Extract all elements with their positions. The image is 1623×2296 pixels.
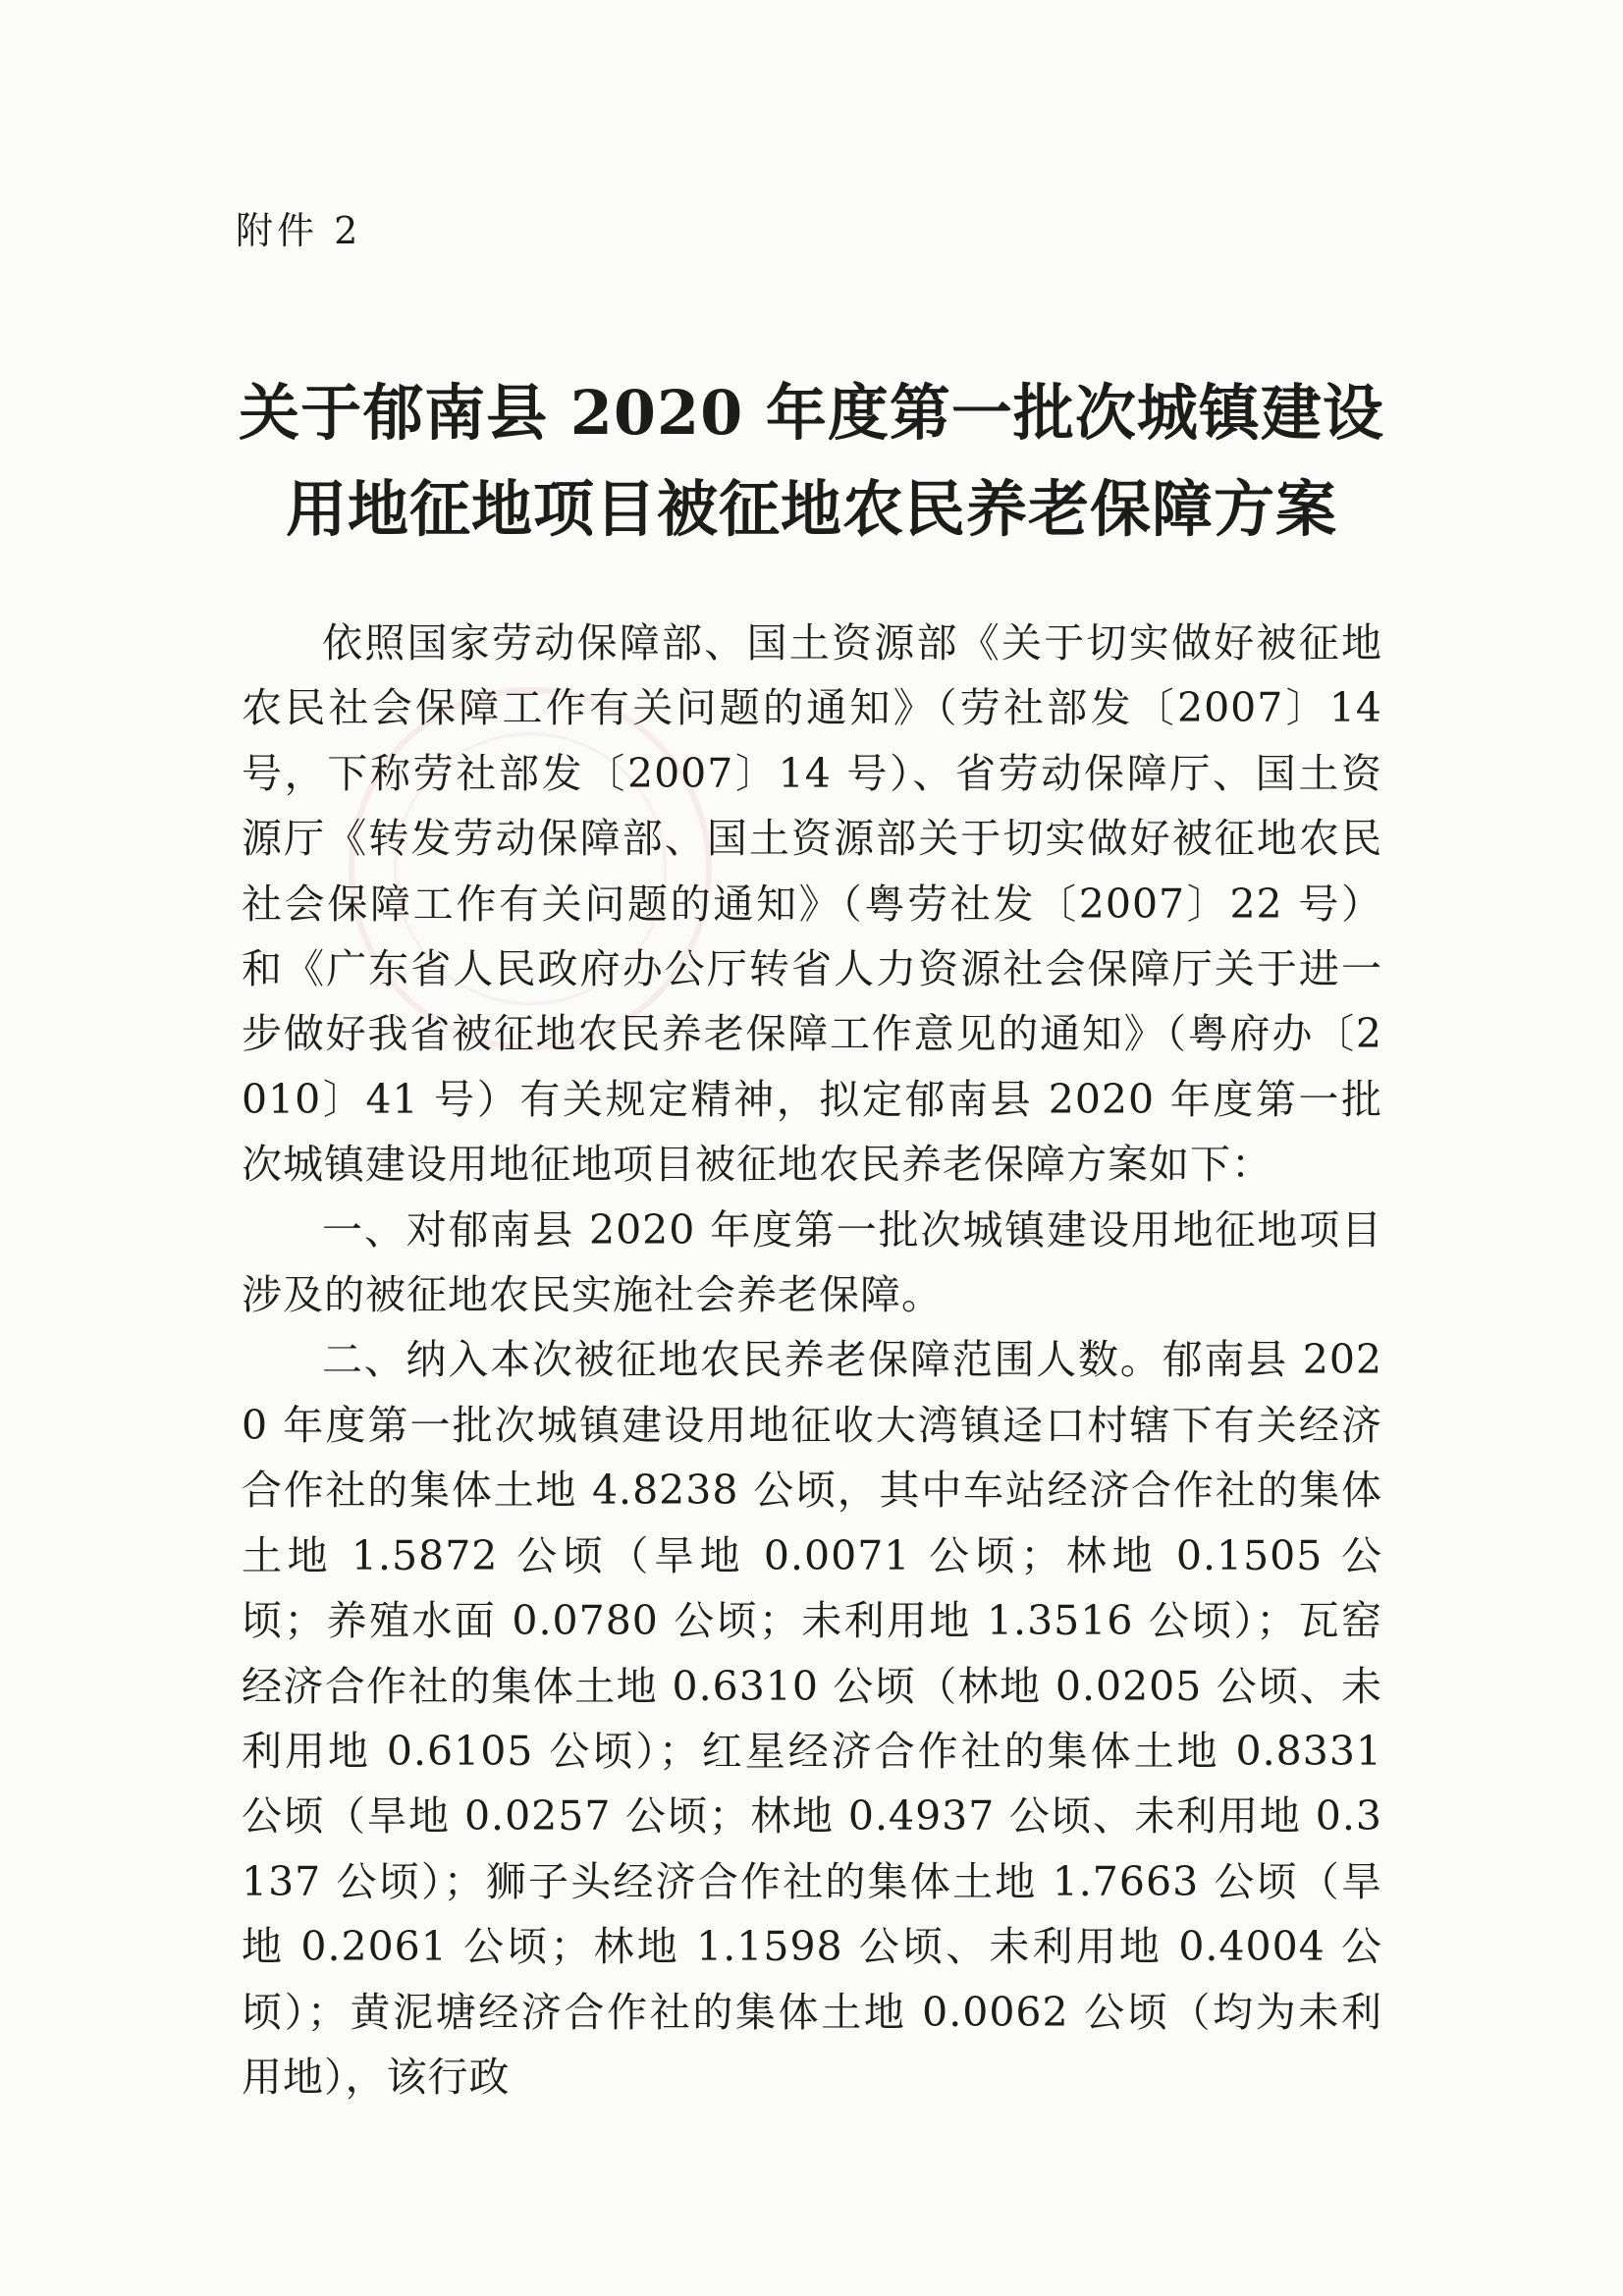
title-line-1: 关于郁南县 2020 年度第一批次城镇建设 [239,377,1384,449]
paragraph-section-2: 二、纳入本次被征地农民养老保障范围人数。郁南县 2020 年度第一批次城镇建设用地征收大湾镇迳口村辖下有关经济合作社的集体土地 4.8238 公顷，其中车站经济合作社的集体土地 1.5872 公顷（旱地 0.0071 公顷；林地 0.1505 公顷；养殖水面 0.0780 公顷；未利用地 1.3516 公顷）；瓦窑经济合作社的集体土地 0.6310 公顷（林地 0.0205 公顷、未利用地 0.6105 公顷）；红星经济合作社的集体土地 0.8331 公顷（旱地 0.0257 公顷；林地 0.4937 公顷、未利用地 0.3137 公顷）；狮子头经济合作社的集体土地 1.7663 公顷（旱地 0.2061 公顷；林地 1.1598 公顷、未利用地 0.4004 公顷）；黄泥塘经济合作社的集体土地 0.0062 公顷（均为未利用地），该行政 [242,1336,1382,2101]
document-body [242,611,1382,2109]
paragraph-section-1: 一、对郁南县 2020 年度第一批次城镇建设用地征地项目涉及的被征地农民实施社会养老保障。 [242,1205,1382,1319]
paragraph-intro: 依照国家劳动保障部、国土资源部《关于切实做好被征地农民社会保障工作有关问题的通知》（劳社部发〔2007〕14 号，下称劳社部发〔2007〕14 号）、省劳动保障厅、国土资源厅《转发劳动保障部、国土资源部关于切实做好被征地农民社会保障工作有关问题的通知》（粤劳社发〔2007〕22 号）和《广东省人民政府办公厅转省人力资源社会保障厅关于进一步做好我省被征地农民养老保障工作意见的通知》（粤府办〔2010〕41 号）有关规定精神，拟定郁南县 2020 年度第一批次城镇建设用地征地项目被征地农民养老保障方案如下： [242,619,1382,1189]
title-line-2: 用地征地项目被征地农民养老保障方案 [285,473,1337,545]
document-title [147,365,1476,558]
attachment-label: 附件 2 [236,209,362,252]
